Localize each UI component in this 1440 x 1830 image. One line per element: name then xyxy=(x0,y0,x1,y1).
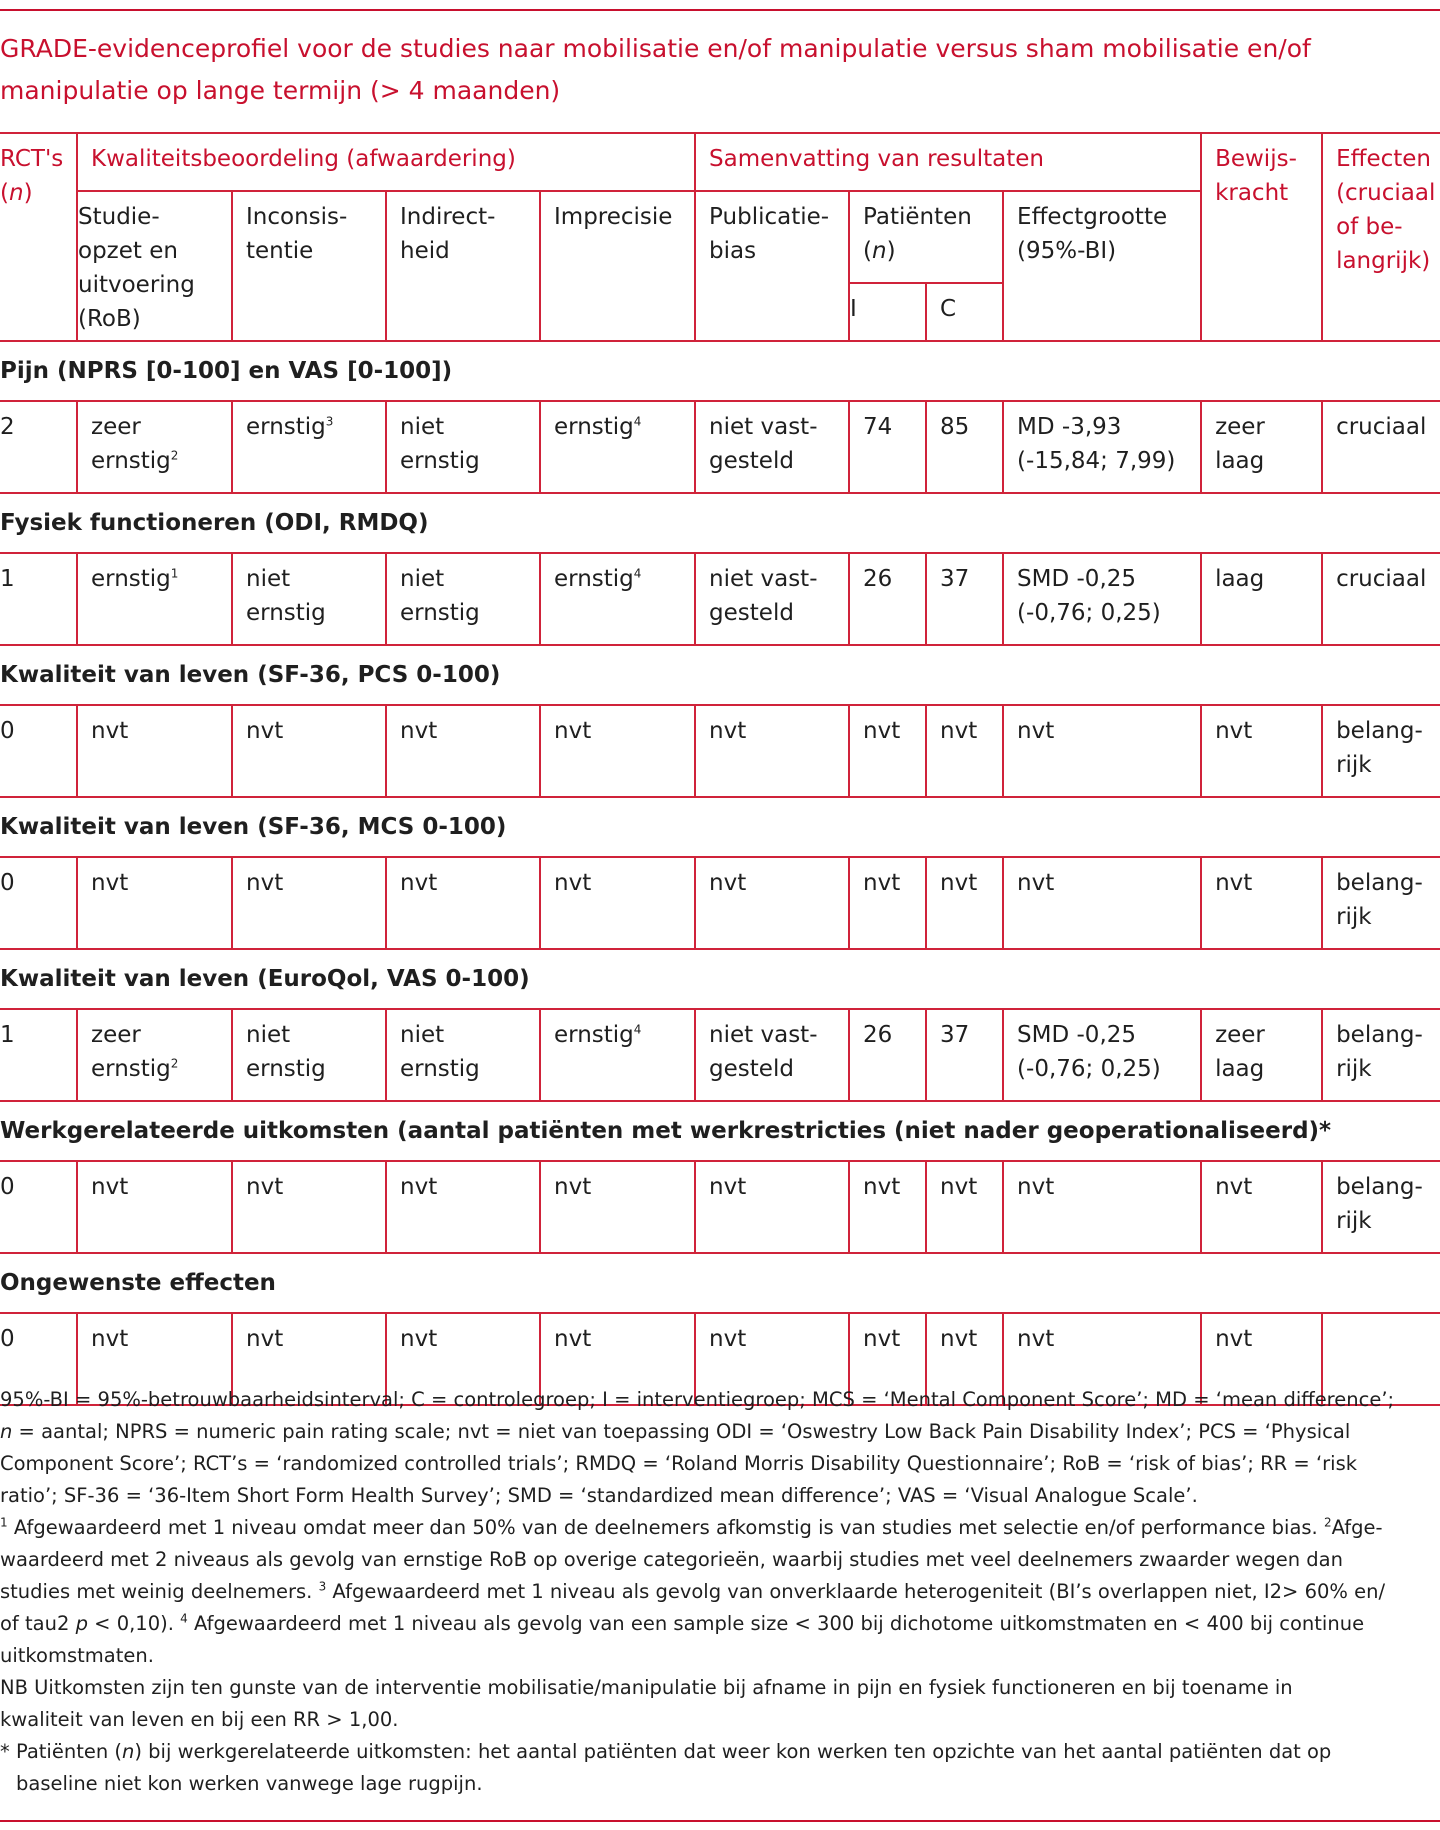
cell-c: nvt xyxy=(926,1313,1003,1405)
header-bewijskracht: Bewijs- kracht xyxy=(1201,133,1322,341)
header-indirectheid: Indirect- heid xyxy=(386,191,540,341)
section-title-fysiek: Fysiek functioneren (ODI, RMDQ) xyxy=(0,493,1440,553)
cell-effectgrootte: SMD -0,25 (-0,76; 0,25) xyxy=(1003,553,1201,645)
cell-rcts: 0 xyxy=(0,1313,77,1405)
cell-imprecisie: nvt xyxy=(540,857,695,949)
cell-indirectheid: niet ernstig xyxy=(386,1009,540,1101)
cell-effectgrootte: nvt xyxy=(1003,1161,1201,1253)
cell-c: nvt xyxy=(926,705,1003,797)
cell-inconsistentie: niet ernstig xyxy=(232,1009,386,1101)
section-title-ongewenste-effecten: Ongewenste effecten xyxy=(0,1253,1440,1313)
cell-c: 37 xyxy=(926,1009,1003,1101)
table-row xyxy=(0,705,1440,797)
footnotes xyxy=(0,1384,1436,1800)
bottom-rule xyxy=(0,1820,1440,1822)
cell-bewijskracht: zeer laag xyxy=(1201,401,1322,493)
cell-rob: zeer ernstig$^2$ xyxy=(77,401,232,493)
cell-c: 37 xyxy=(926,553,1003,645)
asterisk-note: * Patiënten (n) bij werkgerelateerde uitkomsten: het aantal patiënten dat weer kon werken ten opzichte van het aantal patiënten dat op baseline niet kon werken vanwege lage rugpijn. xyxy=(0,1740,1332,1795)
cell-i: 26 xyxy=(849,553,926,645)
cell-bewijskracht: nvt xyxy=(1201,857,1322,949)
cell-rcts: 0 xyxy=(0,705,77,797)
cell-c: 85 xyxy=(926,401,1003,493)
header-col-c: C xyxy=(926,283,1003,341)
cell-effecten: belang- rijk xyxy=(1322,705,1440,797)
cell-indirectheid: nvt xyxy=(386,1313,540,1405)
cell-i: nvt xyxy=(849,857,926,949)
table-title xyxy=(0,28,1420,112)
cell-publicatiebias: niet vast- gesteld xyxy=(695,553,849,645)
cell-i: nvt xyxy=(849,1313,926,1405)
section-title-werk: Werkgerelateerde uitkomsten (aantal patiënten met werkrestricties (niet nader geoperationaliseerd)* xyxy=(0,1101,1440,1161)
cell-rcts: 2 xyxy=(0,401,77,493)
grade-table xyxy=(0,132,1440,1406)
cell-publicatiebias: niet vast- gesteld xyxy=(695,401,849,493)
header-effecten: Effecten (cruciaal of be- langrijk) xyxy=(1322,133,1440,341)
table-row xyxy=(0,857,1440,949)
cell-inconsistentie: nvt xyxy=(232,857,386,949)
cell-effecten: cruciaal xyxy=(1322,401,1440,493)
cell-effectgrootte: nvt xyxy=(1003,705,1201,797)
cell-effectgrootte: SMD -0,25 (-0,76; 0,25) xyxy=(1003,1009,1201,1101)
top-rule xyxy=(0,9,1440,11)
cell-publicatiebias: niet vast- gesteld xyxy=(695,1009,849,1101)
cell-imprecisie: nvt xyxy=(540,705,695,797)
cell-effecten: belang- rijk xyxy=(1322,1161,1440,1253)
section-title-pijn: Pijn (NPRS [0-100] en VAS [0-100]) xyxy=(0,341,1440,401)
cell-inconsistentie: nvt xyxy=(232,1161,386,1253)
header-kwaliteitsbeoordeling: Kwaliteitsbeoordeling (afwaardering) xyxy=(77,133,695,191)
cell-inconsistentie: nvt xyxy=(232,1313,386,1405)
cell-publicatiebias: nvt xyxy=(695,857,849,949)
cell-effectgrootte: nvt xyxy=(1003,1313,1201,1405)
cell-rob: nvt xyxy=(77,705,232,797)
table-row xyxy=(0,1009,1440,1101)
cell-indirectheid: nvt xyxy=(386,857,540,949)
header-studieopzet: Studie- opzet en uitvoering (RoB) xyxy=(77,191,232,341)
cell-indirectheid: niet ernstig xyxy=(386,553,540,645)
header-col-i: I xyxy=(849,283,926,341)
cell-publicatiebias: nvt xyxy=(695,1313,849,1405)
cell-imprecisie: nvt xyxy=(540,1313,695,1405)
cell-rcts: 0 xyxy=(0,1161,77,1253)
cell-i: 26 xyxy=(849,1009,926,1101)
cell-c: nvt xyxy=(926,1161,1003,1253)
cell-imprecisie: ernstig$^4$ xyxy=(540,401,695,493)
cell-inconsistentie: ernstig$^3$ xyxy=(232,401,386,493)
cell-inconsistentie: nvt xyxy=(232,705,386,797)
header-samenvatting: Samenvatting van resultaten xyxy=(695,133,1201,191)
cell-publicatiebias: nvt xyxy=(695,1161,849,1253)
cell-rcts: 0 xyxy=(0,857,77,949)
cell-c: nvt xyxy=(926,857,1003,949)
abbreviations: 95%-BI = 95%-betrouwbaarheidsinterval; C = controlegroep; I = interventiegroep; MCS = ‘Mental Component Score’; MD = ‘mean difference’; n = aantal; NPRS = numeric pain rating scale; nvt = niet van toepassing ODI = ‘Oswestry Low Back Pain Disability Index’; PCS = ‘Physical Component Score’; RCT’s = ‘randomized controlled trials’; RMDQ = ‘Roland Morris Disability Questionnaire’; RoB = ‘risk of bias’; RR = ‘risk ratio’; SF-36 = ‘36-Item Short Form Health Survey’; SMD = ‘standardized mean difference’; VAS = ‘Visual Analogue Scale’. xyxy=(0,1388,1395,1507)
cell-rcts: 1 xyxy=(0,1009,77,1101)
table-row xyxy=(0,553,1440,645)
header-imprecisie: Imprecisie xyxy=(540,191,695,341)
cell-bewijskracht: laag xyxy=(1201,553,1322,645)
cell-effecten: cruciaal xyxy=(1322,553,1440,645)
cell-effectgrootte: MD -3,93 (-15,84; 7,99) xyxy=(1003,401,1201,493)
cell-rcts: 1 xyxy=(0,553,77,645)
cell-bewijskracht: nvt xyxy=(1201,1313,1322,1405)
header-effectgrootte: Effectgrootte (95%-BI) xyxy=(1003,191,1201,341)
cell-rob: nvt xyxy=(77,857,232,949)
header-rcts: RCT's (n) xyxy=(0,133,77,341)
cell-rob: nvt xyxy=(77,1161,232,1253)
cell-imprecisie: nvt xyxy=(540,1161,695,1253)
title-line-1: GRADE-evidenceprofiel voor de studies naar mobilisatie en/of manipulatie versus sham mobilisatie en/of xyxy=(0,34,1311,63)
section-title-kwaliteit-mcs: Kwaliteit van leven (SF-36, MCS 0-100) xyxy=(0,797,1440,857)
nb-note: NB Uitkomsten zijn ten gunste van de interventie mobilisatie/manipulatie bij afname in pijn en fysiek functioneren en bij toename in kwaliteit van leven en bij een RR > 1,00. xyxy=(0,1676,1293,1731)
table-row xyxy=(0,1161,1440,1253)
table-row xyxy=(0,401,1440,493)
cell-rob: nvt xyxy=(77,1313,232,1405)
cell-bewijskracht: nvt xyxy=(1201,705,1322,797)
cell-indirectheid: niet ernstig xyxy=(386,401,540,493)
header-patienten: Patiënten (n) xyxy=(849,191,1003,283)
cell-i: nvt xyxy=(849,1161,926,1253)
cell-inconsistentie: niet ernstig xyxy=(232,553,386,645)
cell-publicatiebias: nvt xyxy=(695,705,849,797)
cell-i: nvt xyxy=(849,705,926,797)
header-inconsistentie: Inconsis- tentie xyxy=(232,191,386,341)
cell-effecten: belang- rijk xyxy=(1322,857,1440,949)
cell-indirectheid: nvt xyxy=(386,705,540,797)
cell-i: 74 xyxy=(849,401,926,493)
header-publicatiebias: Publicatie- bias xyxy=(695,191,849,341)
section-title-kwaliteit-pcs: Kwaliteit van leven (SF-36, PCS 0-100) xyxy=(0,645,1440,705)
cell-bewijskracht: nvt xyxy=(1201,1161,1322,1253)
cell-rob: zeer ernstig$^2$ xyxy=(77,1009,232,1101)
downgrade-footnotes: $^1$ Afgewaardeerd met 1 niveau omdat meer dan 50% van de deelnemers afkomstig is van studies met selectie en/of performance bias. $^2$Afge- waardeerd met 2 niveaus als gevolg van ernstige RoB op overige categorieën, waarbij studies met veel deelnemers zwaarder wegen dan studies met weinig deelnemers. $^3$ Afgewaardeerd met 1 niveau als gevolg van onverklaarde heterogeniteit (BI’s overlappen niet, I2> 60% en/ of tau2 p < 0,10). $^4$ Afgewaardeerd met 1 niveau als gevolg van een sample size < 300 bij dichotome uitkomstmaten en < 400 bij continue uitkomstmaten. xyxy=(0,1515,1386,1667)
section-title-kwaliteit-euroqol: Kwaliteit van leven (EuroQol, VAS 0-100) xyxy=(0,949,1440,1009)
title-line-2: manipulatie op lange termijn (> 4 maanden) xyxy=(0,76,561,105)
cell-effecten: belang- rijk xyxy=(1322,1009,1440,1101)
cell-rob: ernstig$^1$ xyxy=(77,553,232,645)
cell-imprecisie: ernstig$^4$ xyxy=(540,553,695,645)
cell-indirectheid: nvt xyxy=(386,1161,540,1253)
cell-imprecisie: ernstig$^4$ xyxy=(540,1009,695,1101)
cell-bewijskracht: zeer laag xyxy=(1201,1009,1322,1101)
cell-effectgrootte: nvt xyxy=(1003,857,1201,949)
